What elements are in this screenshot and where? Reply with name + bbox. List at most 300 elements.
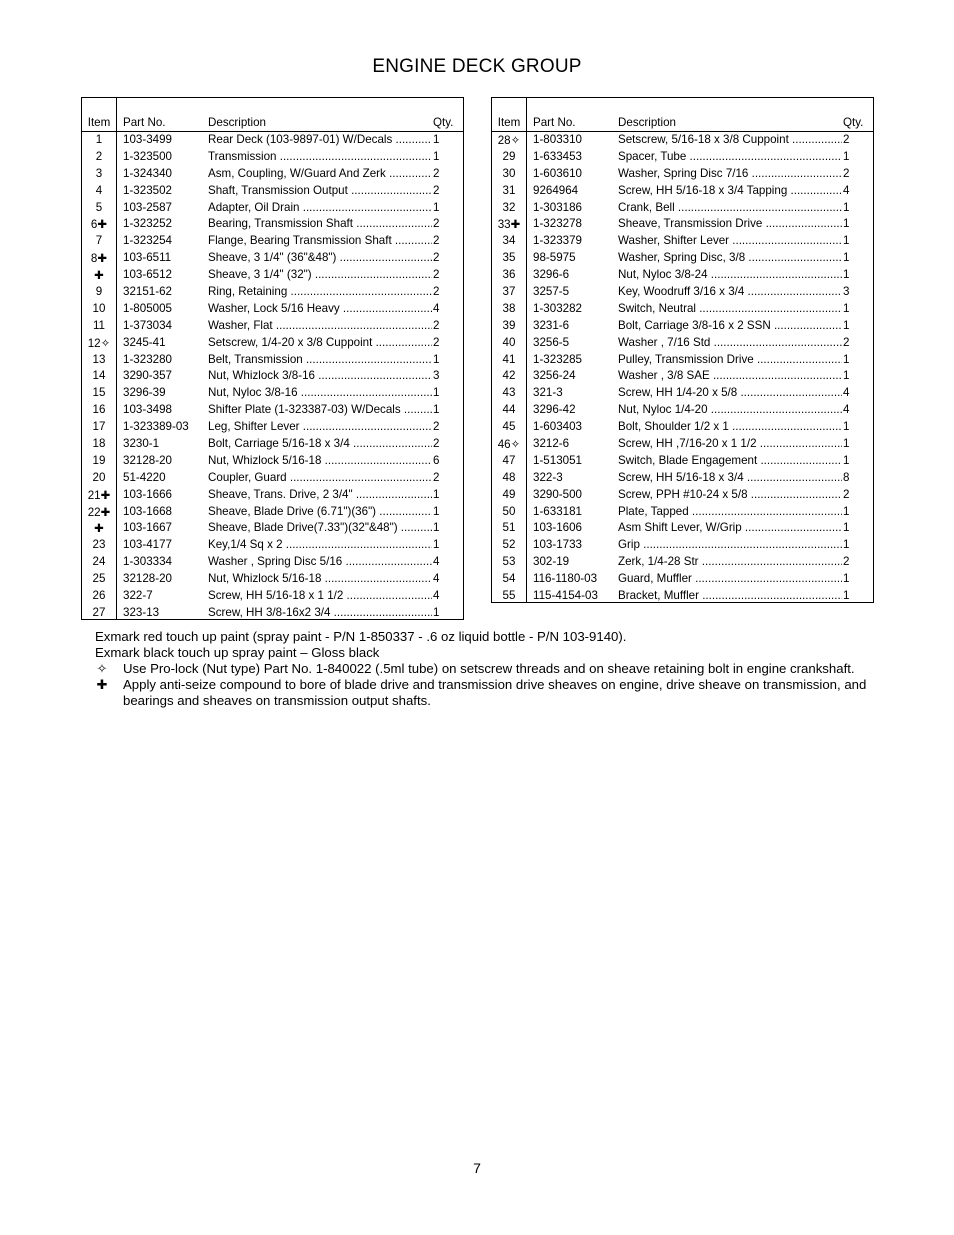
part-no-cell: 1-323278 (533, 217, 582, 231)
description-cell: Spacer, Tube ..... (618, 150, 842, 163)
qty-cell: 1 (433, 521, 440, 535)
header-qty: Qty. (433, 116, 454, 129)
table-row (82, 588, 463, 605)
table-row (492, 402, 873, 419)
qty-cell: 4 (433, 572, 440, 586)
qty-cell: 1 (843, 149, 850, 163)
description-cell: Washer , 3/8 SAE ..... (618, 369, 842, 382)
cross-icon: ✚ (96, 677, 108, 692)
qty-cell: 1 (843, 369, 850, 383)
qty-cell: 2 (433, 420, 440, 434)
part-no-cell: 1-324340 (123, 166, 172, 180)
table-row (492, 453, 873, 470)
item-cell: 34 (502, 234, 516, 248)
description-cell: Screw, PPH #10-24 x 5/8 ..... (618, 488, 842, 501)
table-row (492, 436, 873, 453)
item-cell: 49 (502, 487, 516, 501)
part-no-cell: 103-1606 (533, 521, 582, 535)
qty-cell: 4 (433, 589, 440, 603)
qty-cell: 1 (843, 437, 850, 451)
item-cell: ✚ (94, 269, 104, 283)
header-part-no: Part No. (123, 116, 166, 129)
description-cell: Coupler, Guard ..... (208, 471, 432, 484)
description-cell: Washer, Flat ..... (208, 319, 432, 332)
part-no-cell: 103-3499 (123, 133, 172, 146)
part-no-cell: 1-303334 (123, 555, 172, 569)
part-no-cell: 3296-42 (533, 403, 576, 417)
qty-cell: 1 (843, 268, 850, 282)
table-row (82, 470, 463, 487)
table-row (82, 284, 463, 301)
item-cell: 42 (502, 369, 516, 383)
part-no-cell: 1-805005 (123, 301, 172, 315)
table-row (82, 318, 463, 335)
part-no-cell: 103-1666 (123, 487, 172, 501)
header-description: Description (618, 116, 676, 129)
item-cell: 43 (502, 386, 516, 400)
description-cell: Bolt, Carriage 5/16-18 x 3/4 ..... (208, 437, 432, 450)
table-row (492, 166, 873, 183)
table-row (82, 453, 463, 470)
item-cell: 28✧ (497, 134, 521, 147)
description-cell: Screw, HH 5/16-18 x 1 1/2 ..... (208, 589, 432, 602)
part-no-cell: 103-1733 (533, 538, 582, 552)
description-cell: Nut, Whizlock 5/16-18 ..... (208, 572, 432, 585)
item-cell: 9 (95, 285, 103, 299)
qty-cell: 2 (433, 183, 440, 197)
item-cell: 46✧ (497, 438, 521, 452)
qty-cell: 2 (433, 234, 440, 248)
qty-cell: 2 (433, 217, 440, 231)
part-no-cell: 1-603610 (533, 166, 582, 180)
item-cell: 30 (502, 166, 516, 180)
sparkle-icon: ✧ (96, 661, 108, 676)
description-cell: Transmission ..... (208, 150, 432, 163)
table-row (82, 402, 463, 419)
table-row (492, 301, 873, 318)
item-cell: 48 (502, 470, 516, 484)
description-cell: Sheave, 3 1/4" (36"&48") ..... (208, 251, 432, 264)
item-cell: 38 (502, 301, 516, 315)
part-no-cell: 3257-5 (533, 285, 570, 299)
part-no-cell: 3230-1 (123, 437, 160, 451)
table-row (82, 368, 463, 385)
part-no-cell: 9264964 (533, 183, 579, 197)
note-prolock (81, 661, 881, 677)
item-cell: 16 (92, 403, 106, 417)
qty-cell: 1 (843, 251, 850, 265)
qty-cell: 1 (843, 318, 850, 332)
qty-cell: 2 (843, 335, 850, 349)
qty-cell: 2 (433, 318, 440, 332)
part-no-cell: 1-323254 (123, 234, 172, 248)
item-cell: 10 (92, 301, 106, 315)
description-cell: Switch, Blade Engagement ..... (618, 454, 842, 467)
item-cell: 29 (502, 149, 516, 163)
qty-cell: 1 (433, 352, 440, 366)
part-no-cell: 3231-6 (533, 318, 570, 332)
item-cell: 27 (92, 605, 106, 619)
table-row (82, 301, 463, 318)
description-cell: Asm Shift Lever, W/Grip ..... (618, 521, 842, 534)
description-cell: Bracket, Muffler ..... (618, 589, 842, 602)
description-cell: Nut, Nyloc 3/8-16 ..... (208, 386, 432, 399)
part-no-cell: 1-373034 (123, 318, 172, 332)
item-cell: 6✚ (90, 218, 108, 232)
table-row (82, 385, 463, 402)
part-no-cell: 51-4220 (123, 470, 166, 484)
part-no-cell: 321-3 (533, 386, 563, 400)
description-cell: Washer , 7/16 Std ..... (618, 336, 842, 349)
description-cell: Leg, Shifter Lever ..... (208, 420, 432, 433)
item-cell: 26 (92, 589, 106, 603)
item-cell: 35 (502, 251, 516, 265)
item-cell: 32 (502, 200, 516, 214)
description-cell: Nut, Whizlock 3/8-16 ..... (208, 369, 432, 382)
qty-cell: 1 (843, 538, 850, 552)
qty-cell: 2 (433, 437, 440, 451)
part-no-cell: 3290-500 (533, 487, 582, 501)
qty-cell: 1 (433, 200, 440, 214)
qty-cell: 3 (433, 369, 440, 383)
part-no-cell: 302-19 (533, 555, 570, 569)
item-cell: 20 (92, 470, 106, 484)
qty-cell: 1 (433, 605, 440, 619)
table-row (492, 318, 873, 335)
qty-cell: 1 (433, 133, 440, 146)
table-row (492, 385, 873, 402)
description-cell: Asm, Coupling, W/Guard And Zerk ..... (208, 167, 432, 180)
qty-cell: 1 (843, 521, 850, 535)
description-cell: Guard, Muffler ..... (618, 572, 842, 585)
qty-cell: 1 (433, 487, 440, 501)
table-row (82, 183, 463, 200)
note-antiseize (81, 677, 881, 709)
qty-cell: 2 (843, 555, 850, 569)
qty-cell: 1 (843, 200, 850, 214)
header-qty: Qty. (843, 116, 864, 129)
description-cell: Screw, HH 1/4-20 x 5/8 ..... (618, 386, 842, 399)
item-cell: 2 (95, 149, 103, 163)
qty-cell: 8 (843, 470, 850, 484)
table-row (82, 554, 463, 571)
table-row (492, 335, 873, 352)
part-no-cell: 1-303186 (533, 200, 582, 214)
item-cell: 54 (502, 572, 516, 586)
table-row (492, 250, 873, 267)
description-cell: Crank, Bell ..... (618, 201, 842, 214)
part-no-cell: 1-323379 (533, 234, 582, 248)
note-black-paint: Exmark black touch up spray paint – Gloss black (95, 645, 380, 660)
part-no-cell: 1-323389-03 (123, 420, 189, 434)
header-item: Item (87, 116, 111, 129)
table-row (82, 166, 463, 183)
description-cell: Flange, Bearing Transmission Shaft ..... (208, 234, 432, 247)
part-no-cell: 103-3498 (123, 403, 172, 417)
table-row (82, 436, 463, 453)
part-no-cell: 322-7 (123, 589, 153, 603)
item-cell: 17 (92, 420, 106, 434)
table-header (82, 116, 463, 130)
table-row (492, 233, 873, 250)
part-no-cell: 3245-41 (123, 335, 166, 349)
description-cell: Plate, Tapped ..... (618, 505, 842, 518)
item-cell: 4 (95, 183, 103, 197)
item-cell: 18 (92, 437, 106, 451)
qty-cell: 3 (843, 285, 850, 299)
item-cell: 50 (502, 504, 516, 518)
item-cell: 21✚ (87, 488, 111, 502)
table-row (492, 504, 873, 521)
part-no-cell: 1-513051 (533, 453, 582, 467)
part-no-cell: 323-13 (123, 605, 160, 619)
item-cell: 19 (92, 453, 106, 467)
qty-cell: 2 (433, 285, 440, 299)
qty-cell: 4 (843, 183, 850, 197)
qty-cell: 1 (843, 352, 850, 366)
qty-cell: 1 (843, 301, 850, 315)
table-row (82, 200, 463, 217)
part-no-cell: 1-303282 (533, 301, 582, 315)
part-no-cell: 1-323500 (123, 149, 172, 163)
table-row (82, 233, 463, 250)
table-row (492, 520, 873, 537)
description-cell: Sheave, Blade Drive (6.71")(36") ..... (208, 505, 432, 518)
qty-cell: 4 (843, 386, 850, 400)
part-no-cell: 32128-20 (123, 453, 172, 467)
table-row (82, 352, 463, 369)
table-row (82, 504, 463, 521)
table-row (492, 284, 873, 301)
description-cell: Pulley, Transmission Drive ..... (618, 353, 842, 366)
note-red-paint: Exmark red touch up paint (spray paint - P/N 1-850337 - .6 oz liquid bottle - P/N 103-9140). (95, 629, 627, 644)
description-cell: Grip ..... (618, 538, 842, 551)
page-number: 7 (473, 1160, 481, 1176)
qty-cell: 1 (433, 504, 440, 518)
description-cell: Sheave, 3 1/4" (32") ..... (208, 268, 432, 281)
description-cell: Nut, Nyloc 3/8-24 ..... (618, 268, 842, 281)
header-part-no: Part No. (533, 116, 576, 129)
item-cell: 33✚ (497, 218, 521, 232)
table-row (492, 352, 873, 369)
item-cell: 14 (92, 369, 106, 383)
item-cell: 37 (502, 285, 516, 299)
part-no-cell: 322-3 (533, 470, 563, 484)
item-cell: 45 (502, 420, 516, 434)
item-cell: 52 (502, 538, 516, 552)
qty-cell: 2 (433, 470, 440, 484)
part-no-cell: 3256-5 (533, 335, 570, 349)
part-no-cell: 103-4177 (123, 538, 172, 552)
item-cell: 13 (92, 352, 106, 366)
qty-cell: 4 (433, 301, 440, 315)
table-row (492, 571, 873, 588)
description-cell: Key, Woodruff 3/16 x 3/4 ..... (618, 285, 842, 298)
table-row (82, 419, 463, 436)
description-cell: Nut, Whizlock 5/16-18 ..... (208, 454, 432, 467)
part-no-cell: 3256-24 (533, 369, 576, 383)
item-cell: 23 (92, 538, 106, 552)
table-row (82, 132, 463, 149)
qty-cell: 1 (843, 589, 850, 603)
item-cell: 15 (92, 386, 106, 400)
qty-cell: 2 (843, 133, 850, 146)
table-row (492, 267, 873, 284)
description-cell: Sheave, Trans. Drive, 2 3/4" ..... (208, 488, 432, 501)
item-cell: 7 (95, 234, 103, 248)
description-cell: Screw, HH ,7/16-20 x 1 1/2 ..... (618, 437, 842, 450)
table-row (492, 149, 873, 166)
item-cell: 41 (502, 352, 516, 366)
item-cell: 8✚ (90, 252, 108, 266)
qty-cell: 2 (843, 166, 850, 180)
part-no-cell: 116-1180-03 (533, 572, 598, 586)
part-no-cell: 115-4154-03 (533, 589, 598, 603)
table-row (492, 470, 873, 487)
qty-cell: 4 (843, 403, 850, 417)
note-antiseize-text: Apply anti-seize compound to bore of blade drive and transmission drive sheaves on engine, drive sheave on transmission, and bearings and sheaves on transmission output shafts. (123, 677, 867, 708)
description-cell: Adapter, Oil Drain ..... (208, 201, 432, 214)
table-row (492, 183, 873, 200)
item-cell: 3 (95, 166, 103, 180)
part-no-cell: 3296-39 (123, 386, 166, 400)
item-cell: 40 (502, 335, 516, 349)
qty-cell: 2 (843, 487, 850, 501)
item-cell: 51 (502, 521, 516, 535)
item-cell: 55 (502, 589, 516, 603)
table-row (492, 419, 873, 436)
table-row (492, 487, 873, 504)
parts-table-right (491, 97, 874, 603)
note-prolock-text: Use Pro-lock (Nut type) Part No. 1-840022 (.5ml tube) on setscrew threads and on sheave retaining bolt in engine crankshaft. (123, 661, 855, 676)
description-cell: Shifter Plate (1-323387-03) W/Decals ..... (208, 403, 432, 416)
part-no-cell: 103-2587 (123, 200, 172, 214)
item-cell: 25 (92, 572, 106, 586)
table-body (82, 132, 463, 622)
table-row (82, 149, 463, 166)
part-no-cell: 1-803310 (533, 133, 582, 146)
qty-cell: 1 (433, 386, 440, 400)
description-cell: Belt, Transmission ..... (208, 353, 432, 366)
item-cell: 5 (95, 200, 103, 214)
qty-cell: 1 (843, 453, 850, 467)
description-cell: Bolt, Shoulder 1/2 x 1 ..... (618, 420, 842, 433)
description-cell: Washer, Shifter Lever ..... (618, 234, 842, 247)
item-cell: 39 (502, 318, 516, 332)
part-no-cell: 3296-6 (533, 268, 570, 282)
item-cell: 11 (92, 318, 106, 332)
description-cell: Switch, Neutral ..... (618, 302, 842, 315)
description-cell: Bolt, Carriage 3/8-16 x 2 SSN ..... (618, 319, 842, 332)
table-row (492, 368, 873, 385)
description-cell: Washer, Spring Disc 7/16 ..... (618, 167, 842, 180)
table-row (492, 537, 873, 554)
item-cell: 12✧ (87, 336, 111, 350)
table-row (492, 588, 873, 605)
item-cell: ✚ (94, 522, 104, 536)
qty-cell: 2 (433, 251, 440, 265)
description-cell: Setscrew, 5/16-18 x 3/8 Cuppoint ..... (618, 133, 842, 146)
page-title: ENGINE DECK GROUP (372, 56, 582, 77)
table-row (82, 487, 463, 504)
part-no-cell: 103-6511 (123, 251, 172, 265)
description-cell: Washer , Spring Disc 5/16 ..... (208, 555, 432, 568)
description-cell: Ring, Retaining ..... (208, 285, 432, 298)
part-no-cell: 1-633453 (533, 149, 582, 163)
part-no-cell: 1-323285 (533, 352, 582, 366)
item-cell: 22✚ (87, 505, 111, 519)
parts-table-left (81, 97, 464, 620)
qty-cell: 1 (843, 217, 850, 231)
description-cell: Bearing, Transmission Shaft ..... (208, 217, 432, 230)
description-cell: Sheave, Blade Drive(7.33")(32"&48") ..... (208, 521, 432, 534)
table-header (492, 116, 873, 130)
description-cell: Washer, Spring Disc, 3/8 ..... (618, 251, 842, 264)
qty-cell: 1 (433, 403, 440, 417)
table-row (492, 132, 873, 149)
part-no-cell: 98-5975 (533, 251, 576, 265)
header-description: Description (208, 116, 266, 129)
table-row (492, 216, 873, 233)
qty-cell: 4 (433, 555, 440, 569)
qty-cell: 2 (433, 335, 440, 349)
item-cell: 53 (502, 555, 516, 569)
item-cell: 24 (92, 555, 106, 569)
qty-cell: 2 (433, 166, 440, 180)
description-cell: Screw, HH 3/8-16x2 3/4 ..... (208, 606, 432, 619)
part-no-cell: 32151-62 (123, 285, 172, 299)
qty-cell: 6 (433, 453, 440, 467)
qty-cell: 1 (433, 538, 440, 552)
notes-section (81, 629, 881, 709)
part-no-cell: 1-323502 (123, 183, 172, 197)
part-no-cell: 1-323280 (123, 352, 172, 366)
description-cell: Sheave, Transmission Drive ..... (618, 217, 842, 230)
table-row (82, 520, 463, 537)
header-item: Item (497, 116, 521, 129)
table-row (82, 250, 463, 267)
table-row (492, 554, 873, 571)
table-row (82, 267, 463, 284)
description-cell: Washer, Lock 5/16 Heavy ..... (208, 302, 432, 315)
part-no-cell: 1-323252 (123, 217, 172, 231)
table-row (82, 335, 463, 352)
table-row (82, 571, 463, 588)
description-cell: Key,1/4 Sq x 2 ..... (208, 538, 432, 551)
item-cell: 44 (502, 403, 516, 417)
qty-cell: 1 (843, 504, 850, 518)
qty-cell: 1 (843, 420, 850, 434)
table-row (82, 537, 463, 554)
description-cell: Rear Deck (103-9897-01) W/Decals ..... (208, 133, 432, 146)
part-no-cell: 3290-357 (123, 369, 172, 383)
qty-cell: 1 (433, 149, 440, 163)
table-row (82, 605, 463, 622)
qty-cell: 1 (843, 234, 850, 248)
qty-cell: 1 (843, 572, 850, 586)
part-no-cell: 1-633181 (533, 504, 582, 518)
item-cell: 47 (502, 453, 516, 467)
part-no-cell: 103-1668 (123, 504, 172, 518)
table-row (492, 200, 873, 217)
table-body (492, 132, 873, 605)
part-no-cell: 103-1667 (123, 521, 172, 535)
item-cell: 36 (502, 268, 516, 282)
table-row (82, 216, 463, 233)
item-cell: 31 (502, 183, 516, 197)
description-cell: Shaft, Transmission Output ..... (208, 184, 432, 197)
description-cell: Nut, Nyloc 1/4-20 ..... (618, 403, 842, 416)
